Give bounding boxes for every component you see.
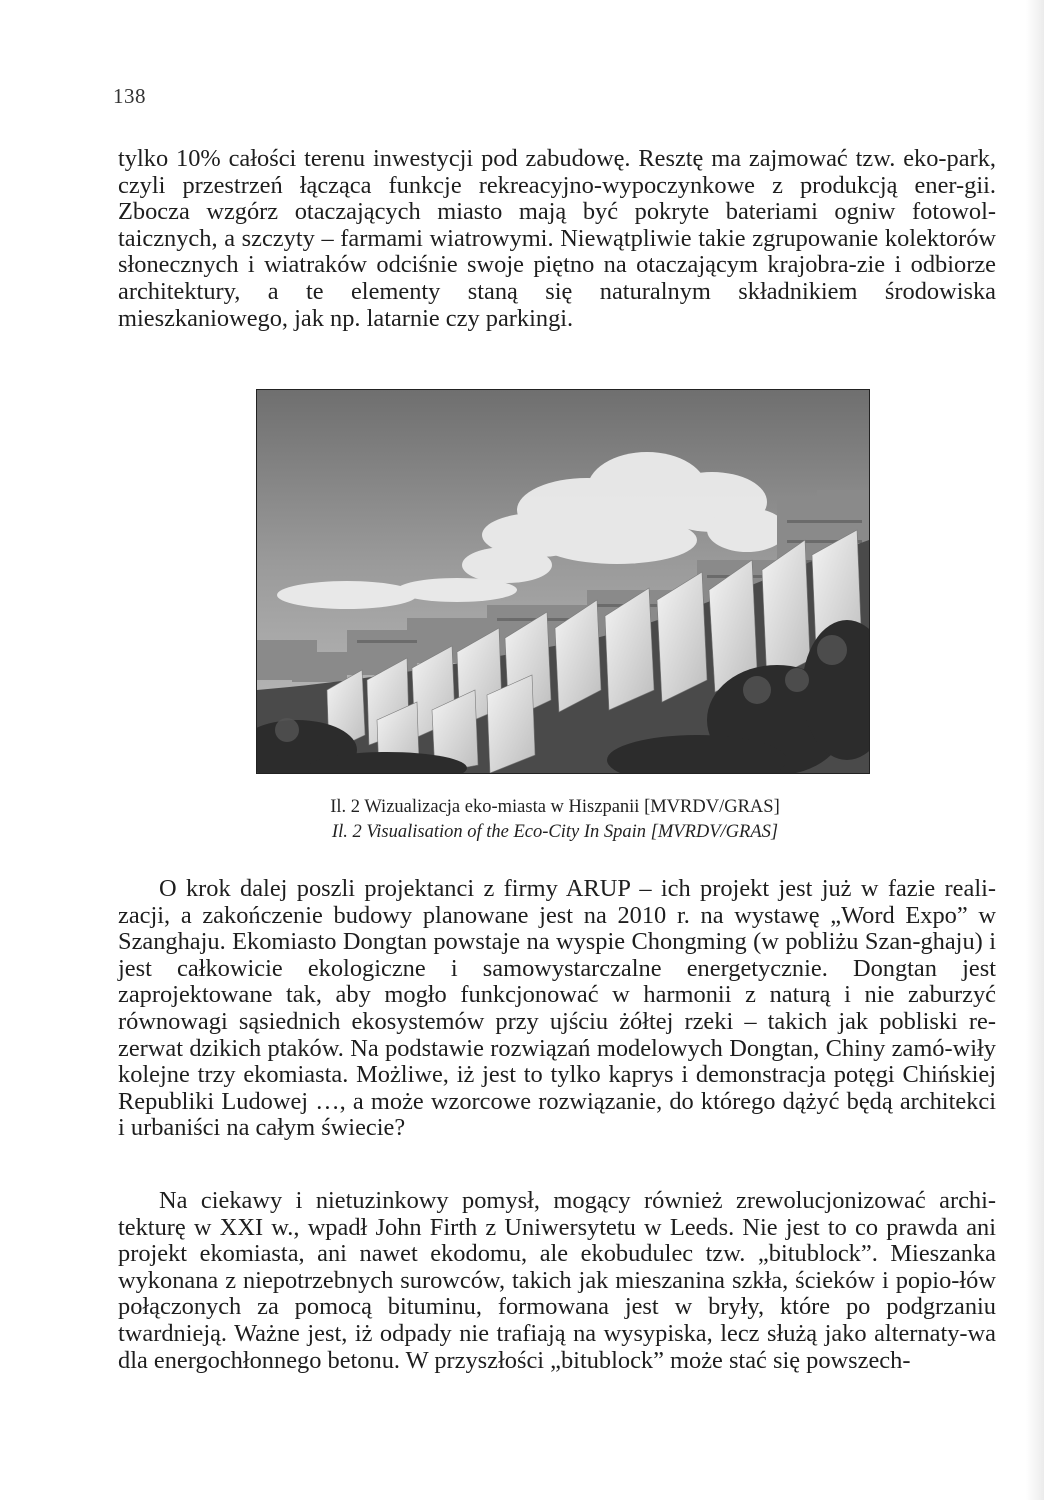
page-number: 138 [113,84,146,108]
figure-caption-polish: Il. 2 Wizualizacja eko-miasta w Hiszpanii [MVRDV/GRAS] [330,797,780,817]
eco-city-visualisation-image [256,389,870,774]
figure-caption-english: Il. 2 Visualisation of the Eco-City In Spain [MVRDV/GRAS] [331,822,779,842]
paragraph-3: Na ciekawy i nietuzinkowy pomysł, mogący również zrewolucjonizować archi-tekturę w XXI w., wpadł John Firth z Uniwersytetu w Leeds. Nie jest to co prawda ani projekt ekomiasta, ani nawet ekodomu, ale ekobudulec tzw. „bitublock”. Mieszanka wykonana z niepotrzebnych surowców, takich jak mieszanina szkła, ścieków i popio-łów połączonych za pomocą bituminu, formowana jest w bryły, które po podgrzaniu twardnieją. Ważne jest, iż odpady nie trafiają na wysypiska, lecz służą jako alternaty-wa dla energochłonnego betonu. W przyszłości „bitublock” może stać się powszech- [118,1187,996,1374]
paragraph-1: tylko 10% całości terenu inwestycji pod zabudowę. Resztę ma zajmować tzw. eko-park, czyli przestrzeń łącząca funkcje rekreacyjno-wypoczynkowe z produkcją ener-gii. Zbocza wzgórz otaczających miasto mają być pokryte bateriami ogniw fotowol-taicznych, a szczyty – farmami wiatrowymi. Niewątpliwie takie zgrupowanie kolektorów słonecznych i wiatraków odciśnie swoje piętno na otaczającym krajobra-zie i odbiorze architektury, a te elementy staną się naturalnym składnikiem środowiska mieszkaniowego, jak np. latarnie czy parkingi. [118,145,996,332]
paragraph-2: O krok dalej poszli projektanci z firmy ARUP – ich projekt jest już w fazie reali-zacji, a zakończenie budowy planowane jest na 2010 r. na wystawę „Word Expo” w Szanghaju. Ekomiasto Dongtan powstaje na wyspie Chongming (w pobliżu Szan-ghaju) i jest całkowicie ekologiczne i samowystarczalne energetycznie. Dongtan jest zaprojektowane tak, aby mogło funkcjonować w harmonii z naturą i nie zaburzyć równowagi sąsiednich ekosystemów przy ujściu żółtej rzeki – takich jak pobliski re-zerwat dzikich ptaków. Na podstawie rozwiązań modelowych Dongtan, Chiny zamó-wiły kolejne trzy ekomiasta. Możliwe, iż jest to tylko kaprys i demonstracja potęgi Chińskiej Republiki Ludowej …, a może wzorcowe rozwiązanie, do którego dążyć będą architekci i urbaniści na całym świecie? [118,875,996,1142]
page-edge-shadow [1026,0,1044,1500]
